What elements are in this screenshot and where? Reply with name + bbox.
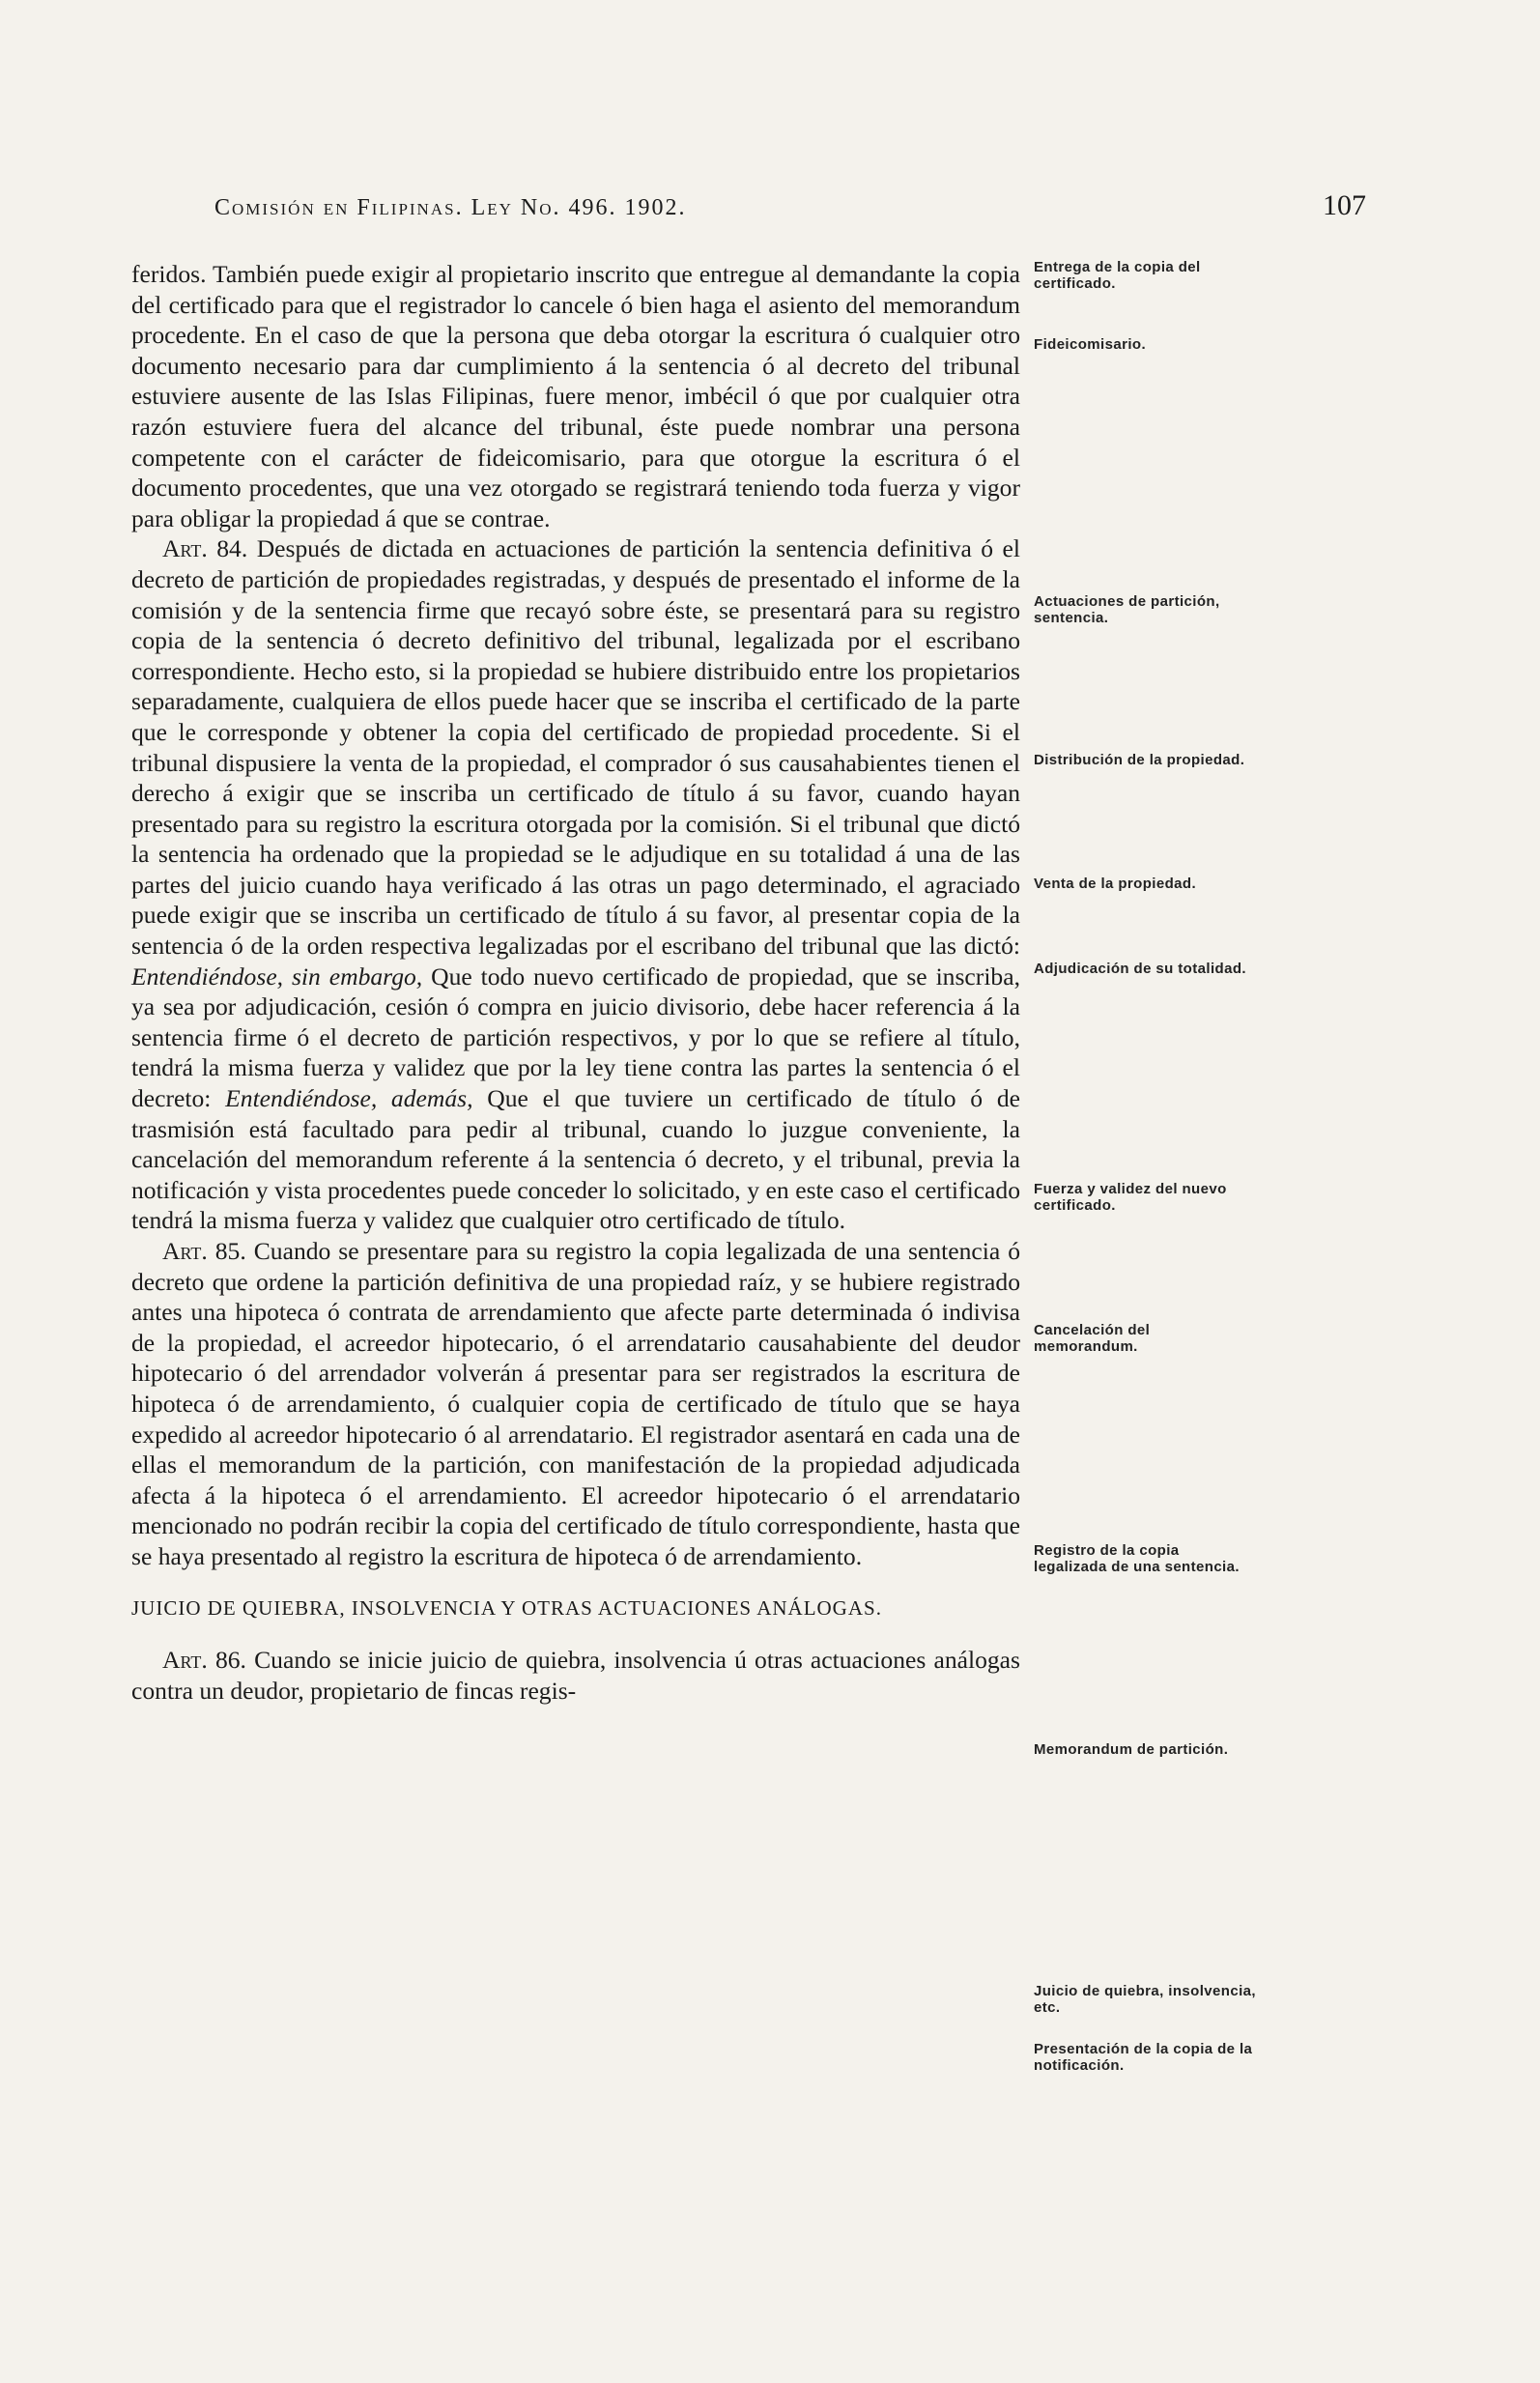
margin-note-presentacion: Presentación de la copia de la notificación. — [1034, 2041, 1253, 2074]
article-85-text: Cuando se presentare para su registro la copia legalizada de una sentencia ó decreto que ordene la partición definitiva de una propiedad raíz, y se hubiere registrado antes una hipoteca ó contrata de arrendamiento que afecte parte determinada ó indivisa de la propiedad, el acreedor hipotecario, ó el arrendatario causahabiente del deudor hipotecario ó del arrendador volverán á presentar para ser registrados la escritura de hipoteca ó de arrendamiento, ó cualquier copia de certificado de título que se haya expedido al acreedor hipotecario ó al arrendatario. El registrador asentará en cada una de ellas el memorandum de la partición, con manifestación de la propiedad adjudicada afecta á la hipoteca ó el arrendamiento. El acreedor hipotecario ó el arrendatario mencionado no podrán recibir la copia del certificado de título correspondiente, hasta que se haya presentado al registro la escritura de hipoteca ó de arrendamiento. — [131, 1237, 1020, 1570]
paragraph-continuation: feridos. También puede exigir al propietario inscrito que entregue al demandante la copia del certificado para que el registrador lo cancele ó bien haga el asiento del memorandum procedente. En el caso de que la persona que deba otorgar la escritura ó cualquier otro documento necesario para dar cumplimiento á la sentencia ó al decreto del tribunal estuviere ausente de las Islas Filipinas, fuere menor, imbécil ó que por cualquier otra razón estuviere fuera del alcance del tribunal, éste puede nombrar una persona competente con el carácter de fideicomisario, para que otorgue la escritura ó el documento procedentes, que una vez otorgado se registrará teniendo toda fuerza y vigor para obligar la propiedad á que se contrae. — [131, 260, 1020, 532]
margin-note-venta: Venta de la propiedad. — [1034, 876, 1197, 892]
article-86-text: Cuando se inicie juicio de quiebra, insolvencia ú otras actuaciones análogas contra un deudor, propietario de fincas regis- — [131, 1646, 1020, 1705]
article-84-text-a: Después de dictada en actuaciones de partición la sentencia definitiva ó el decreto de partición de propiedades registradas, y después de presentado el informe de la comisión y de la sentencia firme que recayó sobre éste, se presentará para su registro copia de la sentencia ó decreto definitivo del tribunal, legalizada por el escribano correspondiente. Hecho esto, si la propiedad se hubiere distribuido entre los propietarios separadamente, cualquiera de ellos puede hacer que se inscriba el certificado de la parte que le corresponde y obtener la copia del certificado de propiedad procedente. Si el tribunal dispusiere la venta de la propiedad, el comprador ó sus causahabientes tienen el derecho á exigir que se inscriba un certificado de título á su favor, cuando hayan presentado para su registro la escritura otorgada por la comisión. Si el tribunal que dictó la sentencia ha ordenado que la propiedad se le adjudique en su totalidad á una de las partes del juicio cuando haya verificado á las otras un pago determinado, el agraciado puede exigir que se inscriba un certificado de título á su favor, al presentar copia de la sentencia ó de la orden respectiva legalizadas por el escribano del tribunal que las dictó: — [131, 534, 1021, 961]
margin-note-registro-copia: Registro de la copia legalizada de una sentencia. — [1034, 1542, 1240, 1575]
running-header — [193, 189, 1366, 228]
article-85 — [131, 1236, 1020, 1572]
margin-note-quiebra: Juicio de quiebra, insolvencia, etc. — [1034, 1983, 1256, 2016]
margin-note-actuaciones: Actuaciones de partición, sentencia. — [1034, 593, 1220, 626]
section-heading: JUICIO DE QUIEBRA, INSOLVENCIA Y OTRAS ACTUACIONES ANÁLOGAS. — [131, 1595, 882, 1620]
running-title: Comisión en Filipinas. Ley No. 496. 1902. — [214, 195, 687, 220]
margin-note-fuerza: Fuerza y validez del nuevo certificado. — [1034, 1181, 1227, 1214]
article-84-proviso-1: Entendiéndose, sin embargo, — [131, 962, 423, 991]
margin-note-adjudicacion: Adjudicación de su totalidad. — [1034, 961, 1246, 977]
article-84-text-c: Que el que tuviere un certificado de título ó de trasmisión está facultado para pedir al tribunal, cuando lo juzgue conveniente, la cancelación del memorandum referente á la sentencia ó decreto, y el tribunal, previa la notificación y vista procedentes puede conceder lo solicitado, y en este caso el certificado tendrá la misma fuerza y validez que cualquier otro certificado de título. — [131, 1084, 1020, 1235]
article-85-label: Art. 85. — [162, 1237, 246, 1265]
article-86-label: Art. 86. — [162, 1646, 246, 1675]
margin-note-cancelacion: Cancelación del memorandum. — [1034, 1322, 1151, 1355]
page-number: 107 — [1323, 189, 1366, 221]
article-84-text-b: Que todo nuevo certificado de propiedad, que se inscriba, ya sea por adjudicación, cesión ó compra en juicio divisorio, debe hacer referencia á la sentencia firme ó el decreto de partición respectivos, y por lo que se refiere al título, tendrá la misma fuerza y validez que por la ley tiene contra las partes la sentencia ó el decreto: — [131, 962, 1020, 1113]
main-text-column — [131, 259, 1020, 1706]
article-86 — [131, 1645, 1020, 1706]
margin-note-distribucion: Distribución de la propiedad. — [1034, 752, 1245, 768]
margin-note-entrega: Entrega de la copia del certificado. — [1034, 259, 1201, 292]
article-84-label: Art. 84. — [162, 534, 248, 563]
margin-note-fideicomisario: Fideicomisario. — [1034, 336, 1147, 353]
margin-note-memorandum: Memorandum de partición. — [1034, 1741, 1229, 1758]
article-84-proviso-2: Entendiéndose, además, — [225, 1084, 473, 1113]
article-84 — [131, 533, 1020, 1236]
